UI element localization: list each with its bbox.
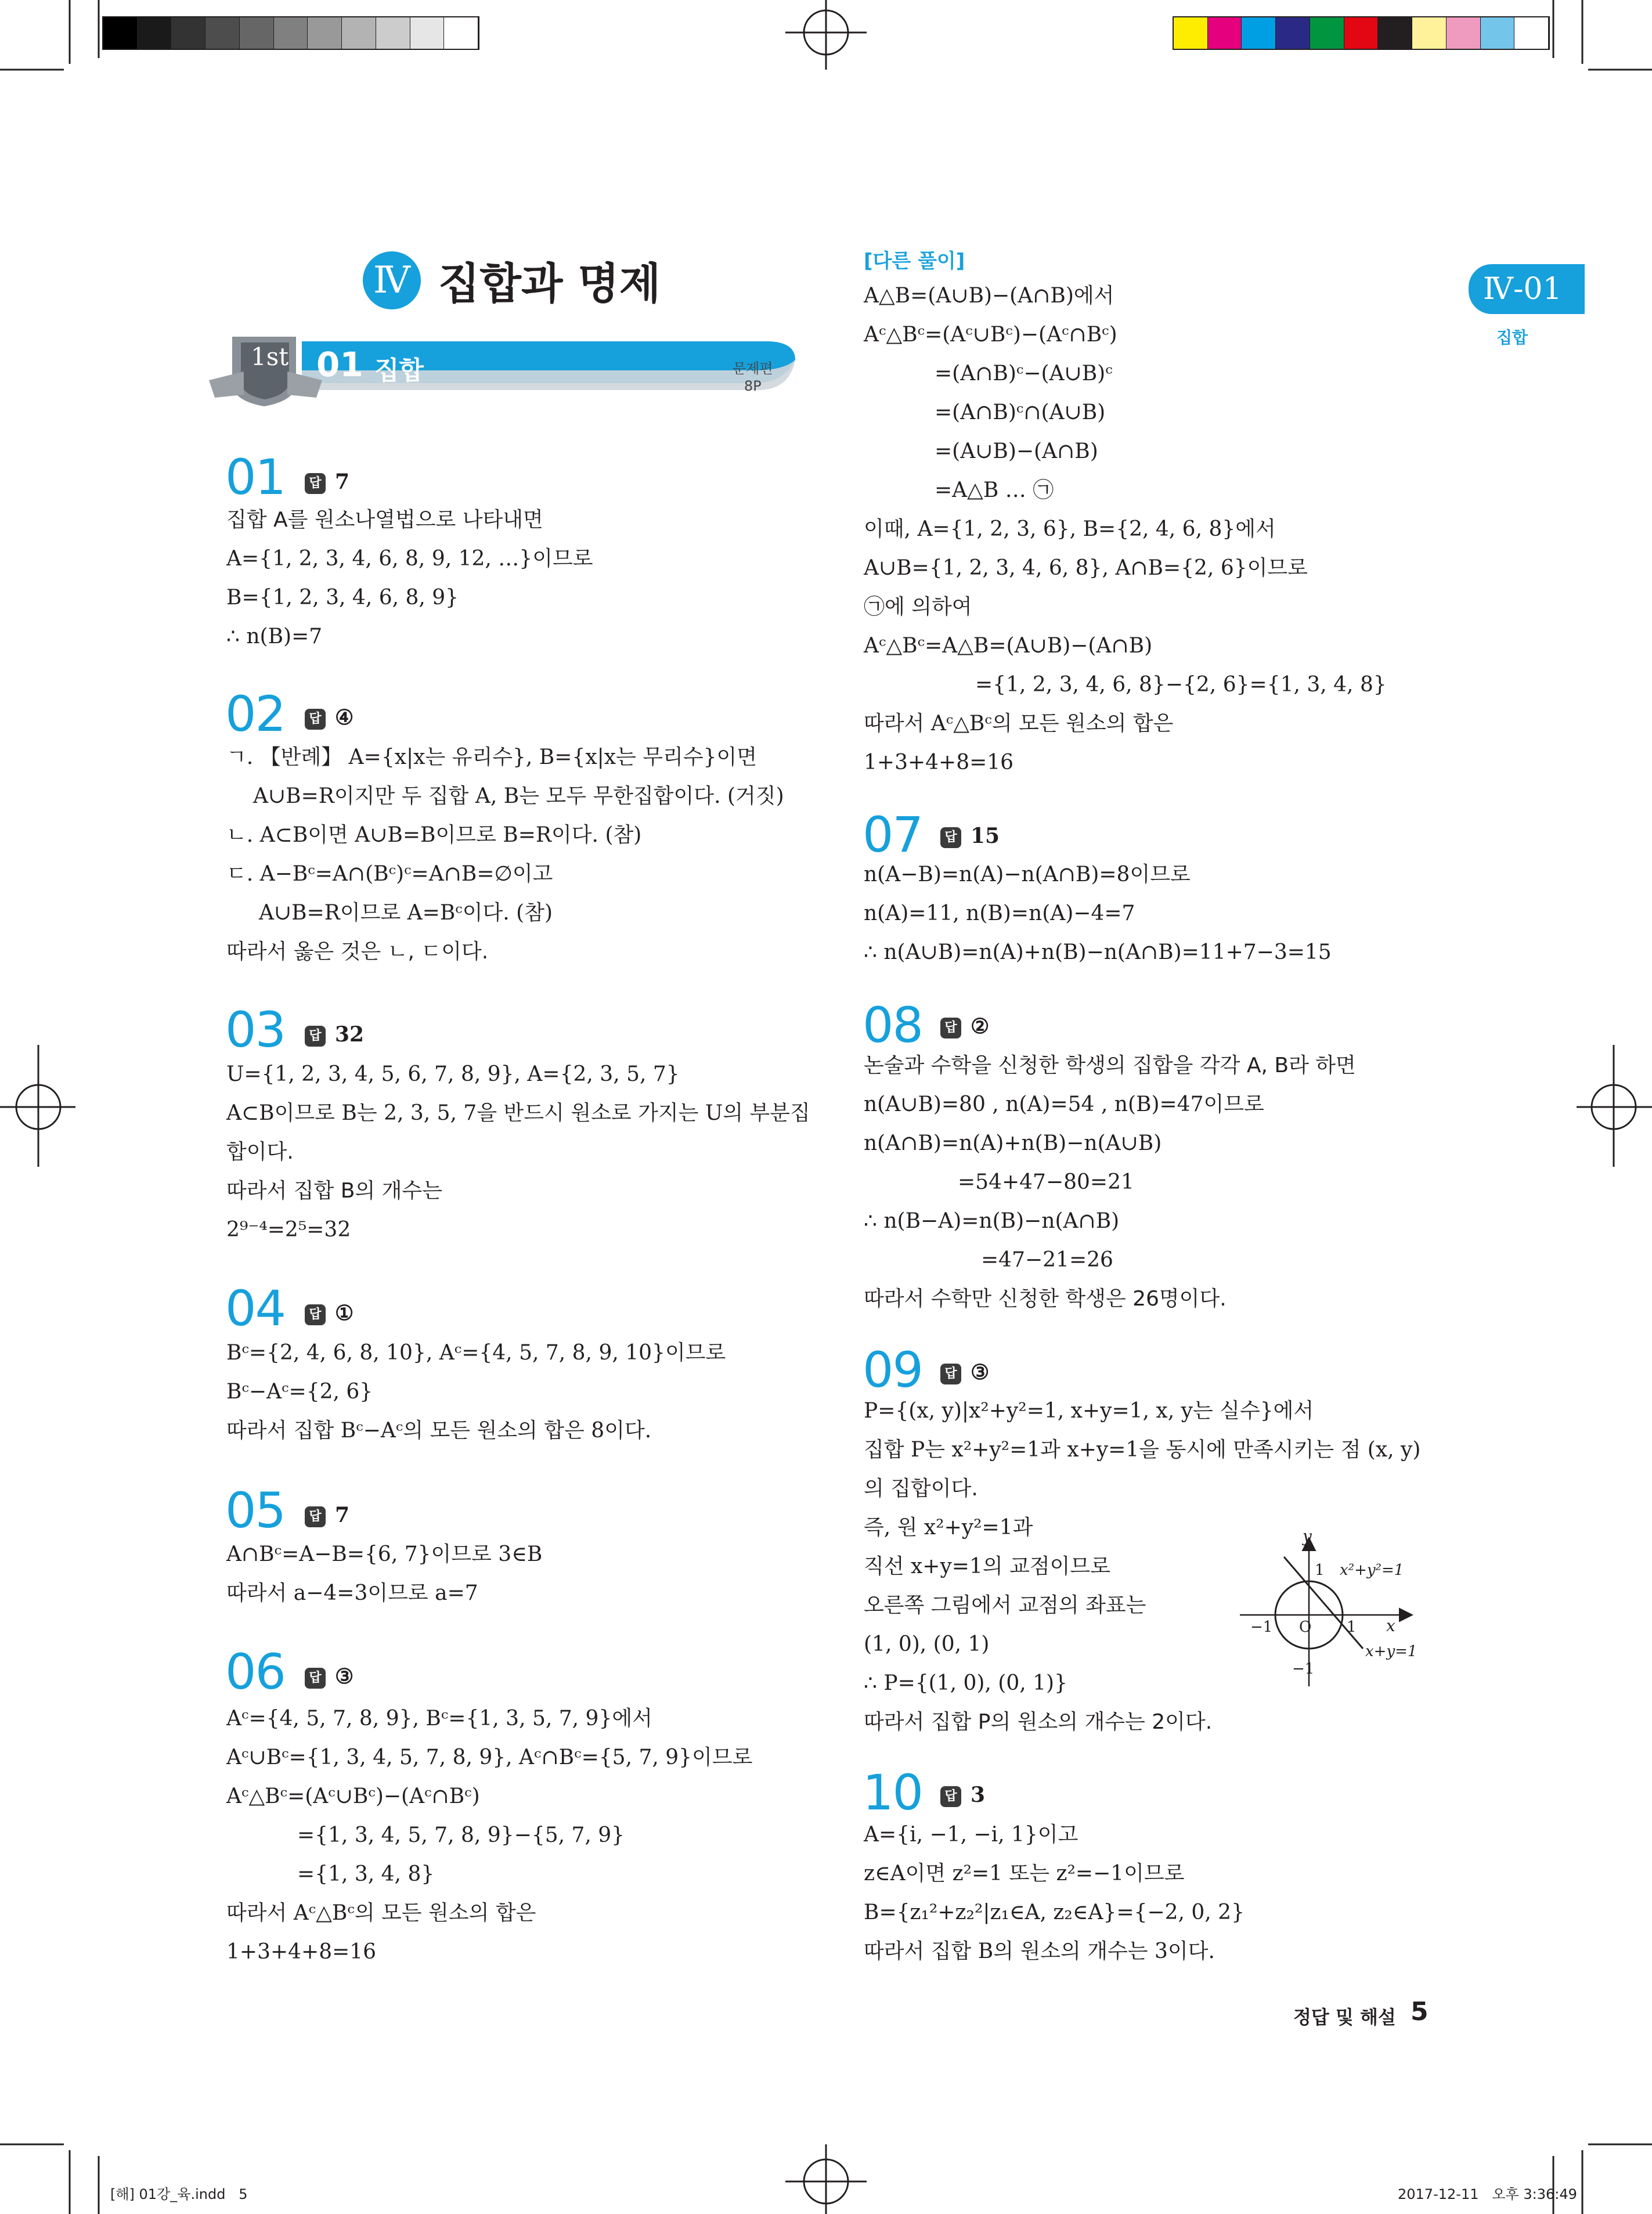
problem-05-answer: 답 7 — [305, 1505, 349, 1527]
graph-y-label: y — [1303, 1527, 1312, 1546]
problem-10-line: z∈A이면 z²=1 또는 z²=−1이므로 — [864, 1862, 1185, 1885]
problem-01-line: 집합 A를 원소나열법으로 나타내면 — [226, 508, 543, 532]
problem-04-line: Bᶜ={2, 4, 6, 8, 10}, Aᶜ={4, 5, 7, 8, 9, 10}이므로 — [226, 1341, 726, 1365]
answer-icon: 답 — [305, 1026, 326, 1047]
side-tab-label: Ⅳ-01 — [1483, 272, 1562, 307]
problem-08-line: =54+47−80=21 — [958, 1170, 1134, 1194]
problem-03-line: 합이다. — [226, 1140, 294, 1164]
problem-02-answer: 답 ④ — [305, 707, 354, 730]
problem-02-line: A∪B=R이므로 A=Bᶜ이다. (참) — [259, 901, 553, 925]
problem-09-line: 집합 P는 x²+y²=1과 x+y=1을 동시에 만족시키는 점 (x, y) — [864, 1438, 1421, 1462]
page-number: 5 — [1411, 1997, 1429, 2027]
problem-06-line: Aᶜ={4, 5, 7, 8, 9}, Bᶜ={1, 3, 5, 7, 9}에서 — [226, 1707, 652, 1730]
answer-icon: 답 — [305, 1668, 326, 1689]
alt-line: 1+3+4+8=16 — [864, 751, 1014, 774]
problem-05-line: 따라서 a−4=3이므로 a=7 — [226, 1581, 478, 1605]
problem-01-answer: 답 7 — [305, 471, 349, 494]
problem-04-line: Bᶜ−Aᶜ={2, 6} — [226, 1380, 373, 1404]
alt-line: Aᶜ△Bᶜ=A△B=(A∪B)−(A∩B) — [864, 634, 1153, 658]
problem-09-line: 즉, 원 x²+y²=1과 — [864, 1516, 1033, 1539]
problem-07-answer: 답 15 — [940, 825, 1000, 848]
graph-one-right: 1 — [1347, 1618, 1357, 1636]
answer-icon: 답 — [305, 709, 326, 730]
problem-08-line: 따라서 수학만 신청한 학생은 26명이다. — [864, 1287, 1227, 1311]
problem-03-answer: 답 32 — [305, 1024, 364, 1047]
problem-09-line: 의 집합이다. — [864, 1477, 978, 1501]
section-banner — [209, 325, 795, 406]
alt-line: A∪B={1, 2, 3, 4, 6, 8}, A∩B={2, 6}이므로 — [864, 556, 1308, 580]
problem-04-line: 따라서 집합 Bᶜ−Aᶜ의 모든 원소의 합은 8이다. — [226, 1419, 652, 1443]
problem-10-line: 따라서 집합 B의 원소의 개수는 3이다. — [864, 1939, 1215, 1963]
graph-origin: O — [1299, 1618, 1312, 1636]
problem-06-number: 06 — [225, 1643, 285, 1700]
problem-09-line: P={(x, y)|x²+y²=1, x+y=1, x, y는 실수}에서 — [864, 1399, 1314, 1423]
problem-02-line: A∪B=R이지만 두 집합 A, B는 모두 무한집합이다. (거짓) — [253, 784, 784, 808]
chapter-heading — [363, 248, 661, 312]
problem-06-line: ={1, 3, 4, 5, 7, 8, 9}−{5, 7, 9} — [297, 1823, 625, 1847]
problem-10-number: 10 — [863, 1764, 922, 1821]
alt-line: =A△B … ㉠ — [935, 478, 1054, 502]
problem-10-answer: 답 3 — [940, 1784, 985, 1807]
problem-06-line: 따라서 Aᶜ△Bᶜ의 모든 원소의 합은 — [226, 1901, 536, 1925]
section-ref: 문제편 8P — [733, 360, 773, 394]
problem-05-line: A∩Bᶜ=A−B={6, 7}이므로 3∈B — [226, 1542, 543, 1566]
problem-06-line: ={1, 3, 4, 8} — [297, 1862, 435, 1886]
problem-09-line: ∴ P={(1, 0), (0, 1)} — [864, 1671, 1067, 1695]
graph-neg-one-left: −1 — [1250, 1618, 1273, 1636]
problem-04-number: 04 — [225, 1280, 285, 1337]
problem-07-line: ∴ n(A∪B)=n(A)+n(B)−n(A∩B)=11+7−3=15 — [864, 940, 1332, 964]
problem-01-line: A={1, 2, 3, 4, 6, 8, 9, 12, …}이므로 — [226, 547, 593, 571]
circle-line-graph — [1236, 1527, 1434, 1689]
alt-line: A△B=(A∪B)−(A∩B)에서 — [864, 284, 1114, 308]
footer-label: 정답 및 해설 — [1293, 2006, 1396, 2028]
problem-03-line: 따라서 집합 B의 개수는 — [226, 1179, 443, 1203]
alt-line: ㉠에 의하여 — [864, 595, 972, 619]
side-tab-sub: 집합 — [1496, 328, 1528, 347]
file-info: [해] 01강_육.indd 5 — [110, 2186, 248, 2202]
problem-06-answer: 답 ③ — [305, 1666, 354, 1689]
problem-09-line: 오른쪽 그림에서 교점의 좌표는 — [864, 1593, 1146, 1617]
problem-05-number: 05 — [225, 1482, 285, 1539]
graph-one-top: 1 — [1315, 1562, 1325, 1579]
alt-line: =(A∩B)ᶜ−(A∪B)ᶜ — [935, 362, 1113, 385]
problem-01-line: B={1, 2, 3, 4, 6, 8, 9} — [226, 586, 459, 610]
answer-icon: 답 — [940, 1364, 961, 1384]
problem-02-line: ㄴ. A⊂B이면 A∪B=B이므로 B=R이다. (참) — [226, 823, 642, 847]
problem-08-line: ∴ n(B−A)=n(B)−n(A∩B) — [864, 1209, 1120, 1233]
section-number: 01 — [316, 345, 363, 384]
problem-06-line: Aᶜ△Bᶜ=(Aᶜ∪Bᶜ)−(Aᶜ∩Bᶜ) — [226, 1784, 480, 1808]
alt-line: ={1, 2, 3, 4, 6, 8}−{2, 6}={1, 3, 4, 8} — [975, 673, 1387, 697]
problem-03-line: U={1, 2, 3, 4, 5, 6, 7, 8, 9}, A={2, 3, 5, 7} — [226, 1062, 680, 1086]
section-title: 집합 — [374, 356, 424, 385]
answer-icon: 답 — [305, 1304, 326, 1325]
chapter-roman-circle: Ⅳ — [363, 251, 421, 309]
problem-02-line: ㄱ. 【반례】 A={x|x는 유리수}, B={x|x는 무리수}이면 — [226, 745, 758, 769]
problem-03-number: 03 — [225, 1001, 285, 1058]
problem-08-line: n(A∩B)=n(A)+n(B)−n(A∪B) — [864, 1131, 1162, 1155]
problem-03-line: 2⁹⁻⁴=2⁵=32 — [226, 1218, 351, 1242]
alt-line: 이때, A={1, 2, 3, 6}, B={2, 4, 6, 8}에서 — [864, 517, 1276, 541]
answer-icon: 답 — [940, 1786, 961, 1807]
answer-icon: 답 — [305, 1506, 326, 1527]
alt-solution-label: [다른 풀이] — [864, 250, 965, 273]
problem-08-answer: 답 ② — [940, 1016, 989, 1039]
alt-line: 따라서 Aᶜ△Bᶜ의 모든 원소의 합은 — [864, 712, 1174, 735]
alt-line: =(A∩B)ᶜ∩(A∪B) — [935, 401, 1106, 424]
alt-line: Aᶜ△Bᶜ=(Aᶜ∪Bᶜ)−(Aᶜ∩Bᶜ) — [864, 323, 1117, 347]
answer-icon: 답 — [305, 473, 326, 494]
problem-06-line: 1+3+4+8=16 — [226, 1940, 377, 1964]
problem-08-line: =47−21=26 — [981, 1248, 1113, 1272]
problem-09-line: 따라서 집합 P의 원소의 개수는 2이다. — [864, 1710, 1213, 1734]
problem-02-number: 02 — [225, 686, 285, 742]
problem-08-number: 08 — [863, 997, 922, 1054]
section-badge: 1st — [251, 342, 289, 371]
problem-07-number: 07 — [863, 806, 922, 863]
graph-line-label: x+y=1 — [1365, 1643, 1417, 1660]
problem-07-line: n(A)=11, n(B)=n(A)−4=7 — [864, 902, 1135, 925]
answer-icon: 답 — [940, 827, 961, 848]
problem-03-line: A⊂B이므로 B는 2, 3, 5, 7을 반드시 원소로 가지는 U의 부분집 — [226, 1101, 810, 1125]
problem-10-line: A={i, −1, −i, 1}이고 — [864, 1823, 1079, 1847]
problem-04-answer: 답 ① — [305, 1303, 354, 1325]
problem-01-line: ∴ n(B)=7 — [226, 625, 323, 648]
problem-02-line: ㄷ. A−Bᶜ=A∩(Bᶜ)ᶜ=A∩B=∅이고 — [226, 862, 553, 886]
problem-10-line: B={z₁²+z₂²|z₁∈A, z₂∈A}={−2, 0, 2} — [864, 1901, 1245, 1924]
problem-08-line: n(A∪B)=80 , n(A)=54 , n(B)=47이므로 — [864, 1092, 1264, 1116]
problem-06-line: Aᶜ∪Bᶜ={1, 3, 4, 5, 7, 8, 9}, Aᶜ∩Bᶜ={5, 7, 9}이므로 — [226, 1746, 753, 1769]
problem-01-number: 01 — [225, 449, 285, 506]
problem-02-line: 따라서 옳은 것은 ㄴ, ㄷ이다. — [226, 940, 489, 964]
problem-09-line: (1, 0), (0, 1) — [864, 1632, 990, 1656]
graph-x-label: x — [1386, 1616, 1395, 1635]
alt-line: =(A∪B)−(A∩B) — [935, 439, 1098, 463]
problem-09-number: 09 — [863, 1342, 922, 1398]
chapter-title: 집합과 명제 — [438, 259, 661, 309]
graph-circle-label: x²+y²=1 — [1340, 1562, 1404, 1579]
graph-neg-one-bottom: −1 — [1292, 1660, 1315, 1678]
answer-icon: 답 — [940, 1018, 961, 1039]
problem-09-answer: 답 ③ — [940, 1362, 989, 1384]
timestamp: 2017-12-11 오후 3:36:49 — [1398, 2186, 1577, 2202]
problem-08-line: 논술과 수학을 신청한 학생의 집합을 각각 A, B라 하면 — [864, 1054, 1356, 1077]
problem-09-line: 직선 x+y=1의 교점이므로 — [864, 1555, 1110, 1578]
problem-07-line: n(A−B)=n(A)−n(A∩B)=8이므로 — [864, 863, 1191, 886]
